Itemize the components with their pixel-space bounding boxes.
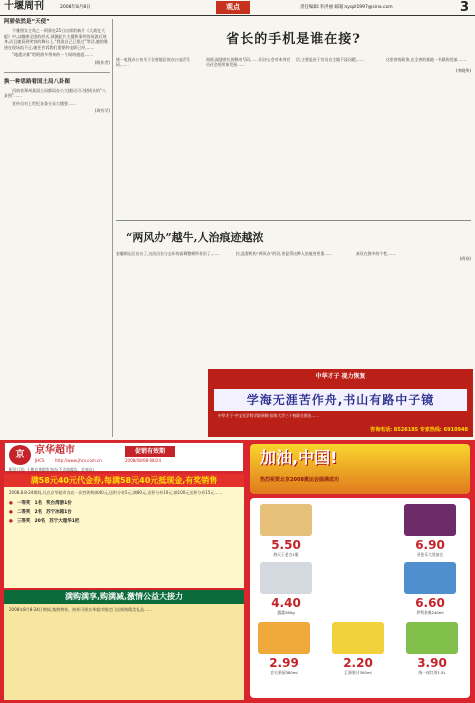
product-card[interactable] bbox=[400, 622, 464, 675]
lottery-title: 满58元40元代金券,每满58元40元抵现金,有奖销售 bbox=[4, 474, 244, 487]
prize-row bbox=[4, 508, 244, 517]
article-title: 阿骄依然是“天使” bbox=[4, 19, 50, 25]
product-price: 6.90 bbox=[415, 538, 445, 552]
product-price: 2.20 bbox=[343, 656, 373, 670]
product-card[interactable] bbox=[398, 504, 462, 557]
prize-item: 苏宁大理华1把 bbox=[49, 518, 80, 524]
banner-small-text: 中华才子·中宝光学科学院研制·国家大学三十校联合推出…… bbox=[218, 413, 320, 418]
left-column bbox=[4, 19, 110, 437]
prize-rank: 一等奖 bbox=[16, 500, 31, 506]
article-paragraph: 河南省郑州某国土局都局办公大楼出只只射线头的“八卦图”…… bbox=[4, 87, 107, 99]
product-name: 汇源果汁300ml bbox=[344, 670, 372, 675]
brand-logo-icon: 京 bbox=[9, 445, 31, 465]
prize-marker-icon: ● bbox=[9, 518, 13, 524]
article-column: 拉,监督机构“两风办”的设,更显得这种人治痕迹更重…… bbox=[236, 251, 332, 256]
article-column: 安徽铜山区出台了,这次出名与去年的高调整顿所有治了,…… bbox=[116, 251, 220, 256]
article-column: 真设在推中的个性,…… bbox=[356, 251, 397, 256]
event-title: 满购满享,购满减,激情公益大接力 bbox=[4, 590, 244, 604]
store-address: 配送门店: 十堰京华超市各店(不含加盟店、农家店) bbox=[9, 467, 95, 472]
second-article bbox=[116, 225, 471, 375]
brand-url[interactable]: http://www.jhcs.com.cn bbox=[55, 458, 102, 463]
product-name: 农夫果园380ml bbox=[270, 670, 298, 675]
product-card[interactable] bbox=[254, 562, 318, 615]
issue-date: 2008年8月8日 bbox=[60, 5, 91, 10]
product-name: 露露360g bbox=[277, 610, 295, 615]
olympic-banner bbox=[250, 444, 470, 494]
promo-label: 促销有效期 bbox=[125, 446, 175, 457]
brand-name: 京华超市 bbox=[35, 445, 75, 456]
eyecare-banner-ad[interactable] bbox=[208, 369, 473, 437]
promo-dates: 2008/08/08-08/24 bbox=[125, 458, 162, 463]
product-price: 2.99 bbox=[269, 656, 299, 670]
product-name: 统一冰红茶1.5L bbox=[418, 670, 446, 675]
prize-item: 奖台湾游1份 bbox=[46, 500, 72, 506]
divider bbox=[116, 220, 471, 221]
product-image bbox=[404, 504, 456, 536]
event-text: 2008年8月8-24日期间,集购物券、持券可到京华超市指定门店换购精美礼品…… bbox=[9, 607, 153, 612]
brand-abbrev: JHCS bbox=[35, 458, 45, 463]
product-card[interactable] bbox=[398, 562, 462, 615]
main-article-title: 省长的手机是谁在接? bbox=[226, 32, 361, 47]
product-grid bbox=[250, 498, 470, 698]
product-card[interactable] bbox=[326, 622, 390, 675]
product-image bbox=[260, 562, 312, 594]
second-article-title: “两风办”越牛,人治痕迹越浓 bbox=[126, 231, 264, 244]
article-title: 换一种思路看国土局八卦图 bbox=[4, 78, 71, 85]
prize-count: 1名 bbox=[34, 500, 43, 506]
product-price: 3.90 bbox=[417, 656, 447, 670]
prize-marker-icon: ● bbox=[9, 509, 13, 515]
divider bbox=[4, 72, 110, 73]
event-panel bbox=[4, 590, 244, 700]
supermarket-ad[interactable] bbox=[0, 440, 475, 703]
product-image bbox=[406, 622, 458, 654]
article-signature: (路作者) bbox=[94, 59, 110, 65]
product-card[interactable] bbox=[254, 504, 318, 557]
lottery-text: 2008.8.8-24期间,凡在京华超市各店一次性购物满40元,送积分券5元;满80元,送积分券10元;满100元送积分券15元…… bbox=[9, 490, 223, 495]
section-badge: 观点 bbox=[216, 1, 250, 14]
page-number: 3 bbox=[460, 0, 470, 15]
article-signature: (尚奈) bbox=[459, 256, 471, 262]
lottery-panel bbox=[4, 474, 244, 588]
product-price: 5.50 bbox=[271, 538, 301, 552]
prize-rank: 二等奖 bbox=[16, 509, 31, 515]
article-column: 统一电视办公布关于全省地区的办公电话号码,…… bbox=[116, 57, 190, 68]
product-image bbox=[258, 622, 310, 654]
prize-count: 2名 bbox=[34, 509, 43, 515]
prize-item: 苏宁冰箱1台 bbox=[46, 509, 72, 515]
banner-slogan: 学海无涯苦作舟,书山有路中子镜 bbox=[214, 389, 467, 411]
article-column: 这里省的政务,在全省的基地一书联的党部,…… bbox=[386, 57, 467, 62]
banner-contact: 咨询电话: 8526185 专家热线: 6910948 bbox=[370, 427, 468, 433]
olympic-subtitle: 热烈祝贺北京2008奥运会圆满成功 bbox=[260, 477, 339, 483]
banner-top-line: 中华才子 视力恢复 bbox=[315, 373, 366, 380]
article-paragraph: “地震灾难”给阿骄多带来的一个网络通道,…… bbox=[12, 52, 94, 58]
prize-count: 20名 bbox=[34, 518, 46, 524]
product-name: 伊利金典240ml bbox=[416, 610, 444, 615]
editor-info: 责任编辑:李洪丽 邮箱:syqzl1997@sina.com bbox=[300, 5, 393, 10]
ad-header bbox=[4, 442, 244, 472]
product-image bbox=[260, 504, 312, 536]
masthead: 十堰周刊 bbox=[4, 1, 44, 12]
product-name: 亚伦乐大黑加仑 bbox=[416, 552, 444, 557]
article-signature: (李晓华) bbox=[455, 67, 471, 73]
prize-row bbox=[4, 517, 244, 526]
article-signature: (周有学) bbox=[94, 108, 110, 114]
prize-marker-icon: ● bbox=[9, 500, 13, 506]
article-paragraph: 宣传员对上世纪各条分众大楼要…… bbox=[12, 100, 76, 106]
article-paragraph: 不雅照女主角之一阿骄在25日出席的新片《大战在大阪》中,以缠绵全团的形式,预测此片主题和事件的风波后现身,而且她看到笑容的舞台上,“我说自己已恨过”等话,她的歌迷在现场流不止,她还告诉我们重要的电影已经,…… bbox=[4, 28, 108, 50]
product-price: 6.60 bbox=[415, 596, 445, 610]
main-article bbox=[116, 19, 471, 217]
article-column: 知道,福建省长的移动号码,……但决心会对本身官员社会的形象发展…… bbox=[206, 57, 291, 68]
olympic-title: 加油,中国! bbox=[260, 448, 338, 467]
product-name: 海天王老吉1瓶 bbox=[273, 552, 299, 557]
prize-rank: 三等奖 bbox=[16, 518, 31, 524]
prize-row bbox=[4, 499, 244, 508]
column-divider bbox=[112, 19, 113, 437]
product-price: 4.40 bbox=[271, 596, 301, 610]
product-image bbox=[404, 562, 456, 594]
article-column: 话,主要是由于官员自主地不谈问题,…… bbox=[296, 57, 365, 62]
product-card[interactable] bbox=[252, 622, 316, 675]
product-image bbox=[332, 622, 384, 654]
